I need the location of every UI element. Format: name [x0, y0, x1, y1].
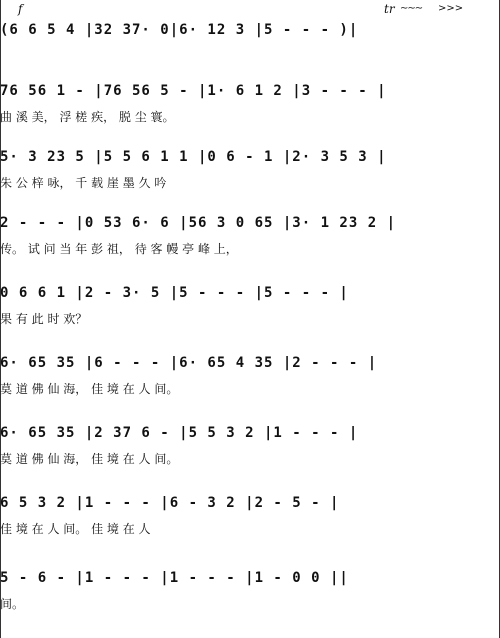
- notation-line: (6 6 5 4 |32 37· 0|6· 12 3 |5 - - - )|: [0, 22, 359, 38]
- lyric-line: 传。 试 问 当 年 彭 祖， 待 客 幔 亭 峰 上，: [0, 242, 238, 256]
- notation-line: 5 - 6 - |1 - - - |1 - - - |1 - 0 0 ||: [0, 570, 349, 586]
- trill-wave-icon: ∼∼∼: [400, 3, 423, 14]
- lyric-line: 曲 溪 美， 浮 槎 疾， 脱 尘 寰。: [0, 110, 175, 124]
- notation-line: 6· 65 35 |2 37 6 - |5 5 3 2 |1 - - - |: [0, 425, 359, 441]
- lyric-line: 莫 道 佛 仙 海， 佳 境 在 人 间。: [0, 382, 179, 396]
- lyric-line: 间。: [0, 597, 25, 611]
- lyric-line: 佳 境 在 人 间。 佳 境 在 人: [0, 522, 151, 536]
- lyric-line: 莫 道 佛 仙 海， 佳 境 在 人 间。: [0, 452, 179, 466]
- lyric-line: 朱 公 梓 咏， 千 载 崖 墨 久 吟: [0, 176, 167, 190]
- dynamic-marking: f: [18, 2, 23, 16]
- notation-line: 2 - - - |0 53 6· 6 |56 3 0 65 |3· 1 23 2 |: [0, 215, 397, 231]
- crescendo-hairpin-icon: >>>: [438, 3, 464, 14]
- notation-line: 6· 65 35 |6 - - - |6· 65 4 35 |2 - - - |: [0, 355, 378, 371]
- notation-line: 76 56 1 - |76 56 5 - |1· 6 1 2 |3 - - - |: [0, 83, 387, 99]
- notation-line: 5· 3 23 5 |5 5 6 1 1 |0 6 - 1 |2· 3 5 3 |: [0, 149, 387, 165]
- lyric-line: 果 有 此 时 欢？: [0, 312, 88, 326]
- lyric-line: [0, 47, 500, 65]
- trill-marking: tr: [384, 2, 395, 16]
- notation-line: 0 6 6 1 |2 - 3· 5 |5 - - - |5 - - - |: [0, 285, 349, 301]
- notation-line: 6 5 3 2 |1 - - - |6 - 3 2 |2 - 5 - |: [0, 495, 340, 511]
